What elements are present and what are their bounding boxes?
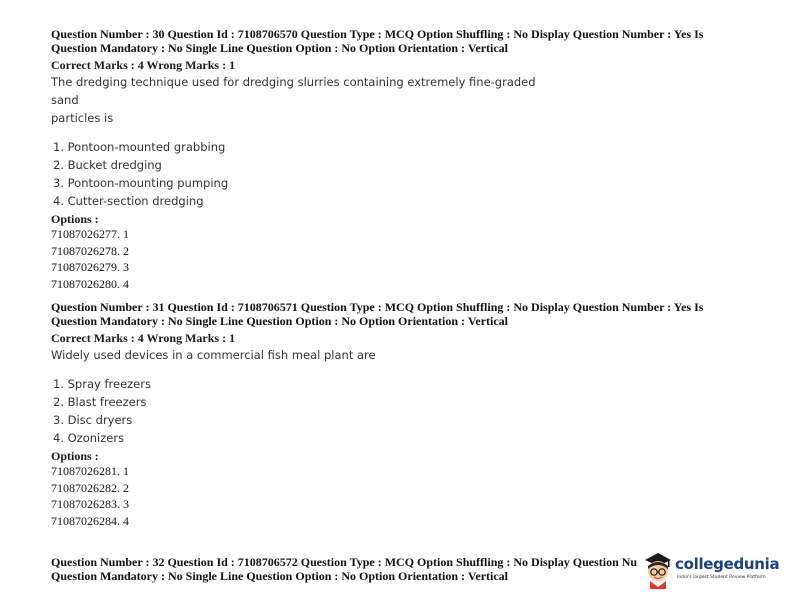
option-id: 71087026280. 4 <box>51 276 129 291</box>
option-id: 71087026281. 1 <box>51 464 129 478</box>
options-heading: Options : <box>51 212 99 226</box>
option-id: 71087026279. 3 <box>51 260 129 274</box>
option-id: 71087026278. 2 <box>51 243 129 258</box>
question-30 <box>51 28 703 292</box>
choice-item: 1. Pontoon-mounted grabbing <box>53 140 226 154</box>
question-meta-line: Question Mandatory : No Single Line Question Option : No Option Orientation : Vertical <box>51 40 509 55</box>
logo-wordmark: collegedunia <box>675 555 780 573</box>
question-text <box>51 73 551 127</box>
question-text <box>51 346 551 364</box>
student-mascot-icon <box>642 549 674 589</box>
question-31 <box>51 301 703 529</box>
choice-item: 4. Ozonizers <box>53 431 125 445</box>
choice-item: 3. Disc dryers <box>53 413 133 427</box>
question-text-line: particles is <box>51 111 114 125</box>
question-meta-line: Question Number : 31 Question Id : 7108706571 Question Type : MCQ Option Shuffling : No Display Question Number : Yes Is <box>51 300 704 314</box>
marks-line: Correct Marks : 4 Wrong Marks : 1 <box>51 58 236 72</box>
logo-tagline: India's largest Student Review Platform <box>677 575 766 580</box>
choice-item: 2. Bucket dredging <box>53 158 162 172</box>
choice-item: 1. Spray freezers <box>53 377 151 391</box>
question-meta-line: Question Number : 30 Question Id : 7108706570 Question Type : MCQ Option Shuffling : No Display Question Number : Yes Is <box>51 27 704 41</box>
question-meta-line: Question Mandatory : No Single Line Question Option : No Option Orientation : Vertical <box>51 313 509 328</box>
option-id: 71087026282. 2 <box>51 480 129 495</box>
marks-line: Correct Marks : 4 Wrong Marks : 1 <box>51 331 236 345</box>
choice-item: 2. Blast freezers <box>53 395 147 409</box>
option-id: 71087026284. 4 <box>51 513 129 528</box>
option-id: 71087026283. 3 <box>51 497 129 511</box>
choice-list <box>51 375 703 447</box>
question-32 <box>51 556 637 583</box>
option-id: 71087026277. 1 <box>51 227 129 241</box>
choice-item: 3. Pontoon-mounting pumping <box>53 176 229 190</box>
question-meta-line: Question Number : 32 Question Id : 7108706572 Question Type : MCQ Option Shuffling : No Display Question Nu <box>51 555 638 569</box>
collegedunia-logo <box>642 549 787 591</box>
options-heading: Options : <box>51 449 99 463</box>
choice-item: 4. Cutter-section dredging <box>53 194 204 208</box>
question-text-line: Widely used devices in a commercial fish meal plant are <box>51 348 376 362</box>
question-meta-line: Question Mandatory : No Single Line Question Option : No Option Orientation : Vertical <box>51 568 509 583</box>
choice-list <box>51 138 703 210</box>
question-text-line: The dredging technique used for dredging slurries containing extremely fine-graded sand <box>51 75 536 107</box>
